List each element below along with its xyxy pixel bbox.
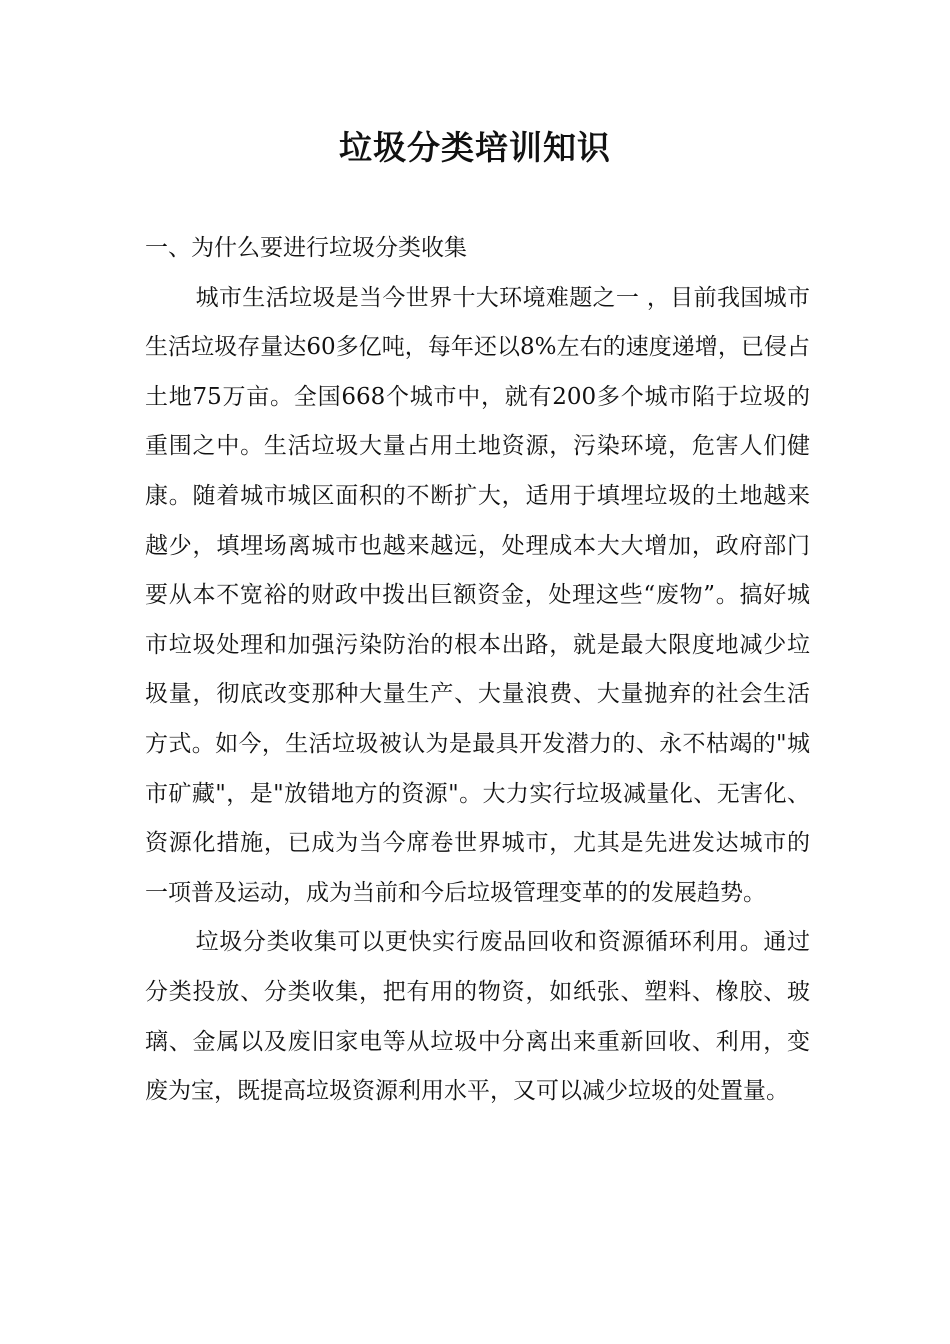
document-title: 垃圾分类培训知识 <box>339 128 611 167</box>
document-body <box>145 224 810 1117</box>
section-heading: 一、为什么要进行垃圾分类收集 <box>145 235 467 261</box>
body-paragraph-2: 垃圾分类收集可以更快实行废品回收和资源循环利用。通过分类投放、分类收集，把有用的物资，如纸张、塑料、橡胶、玻璃、金属以及废旧家电等从垃圾中分离出来重新回收、利用，变废为宝，既提高垃圾资源利用水平，又可以减少垃圾的处置量。 <box>145 929 810 1105</box>
body-paragraph-1: 城市生活垃圾是当今世界十大环境难题之一 ，目前我国城市生活垃圾存量达60多亿吨，每年还以8%左右的速度递增，已侵占土地75万亩。全国668个城市中，就有200多个城市陷于垃圾的重围之中。生活垃圾大量占用土地资源，污染环境，危害人们健康。随着城市城区面积的不断扩大，适用于填埋垃圾的土地越来越少，填埋场离城市也越来越远，处理成本大大增加，政府部门要从本不宽裕的财政中拨出巨额资金，处理这些“废物”。搞好城市垃圾处理和加强污染防治的根本出路，就是最大限度地减少垃圾量，彻底改变那种大量生产、大量浪费、大量抛弃的社会生活方式。如今，生活垃圾被认为是最具开发潜力的、永不枯竭的"城市矿藏"，是"放错地方的资源"。大力实行垃圾减量化、无害化、资源化措施，已成为当今席卷世界城市，尤其是先进发达城市的一项普及运动，成为当前和今后垃圾管理变革的的发展趋势。 <box>145 284 810 906</box>
